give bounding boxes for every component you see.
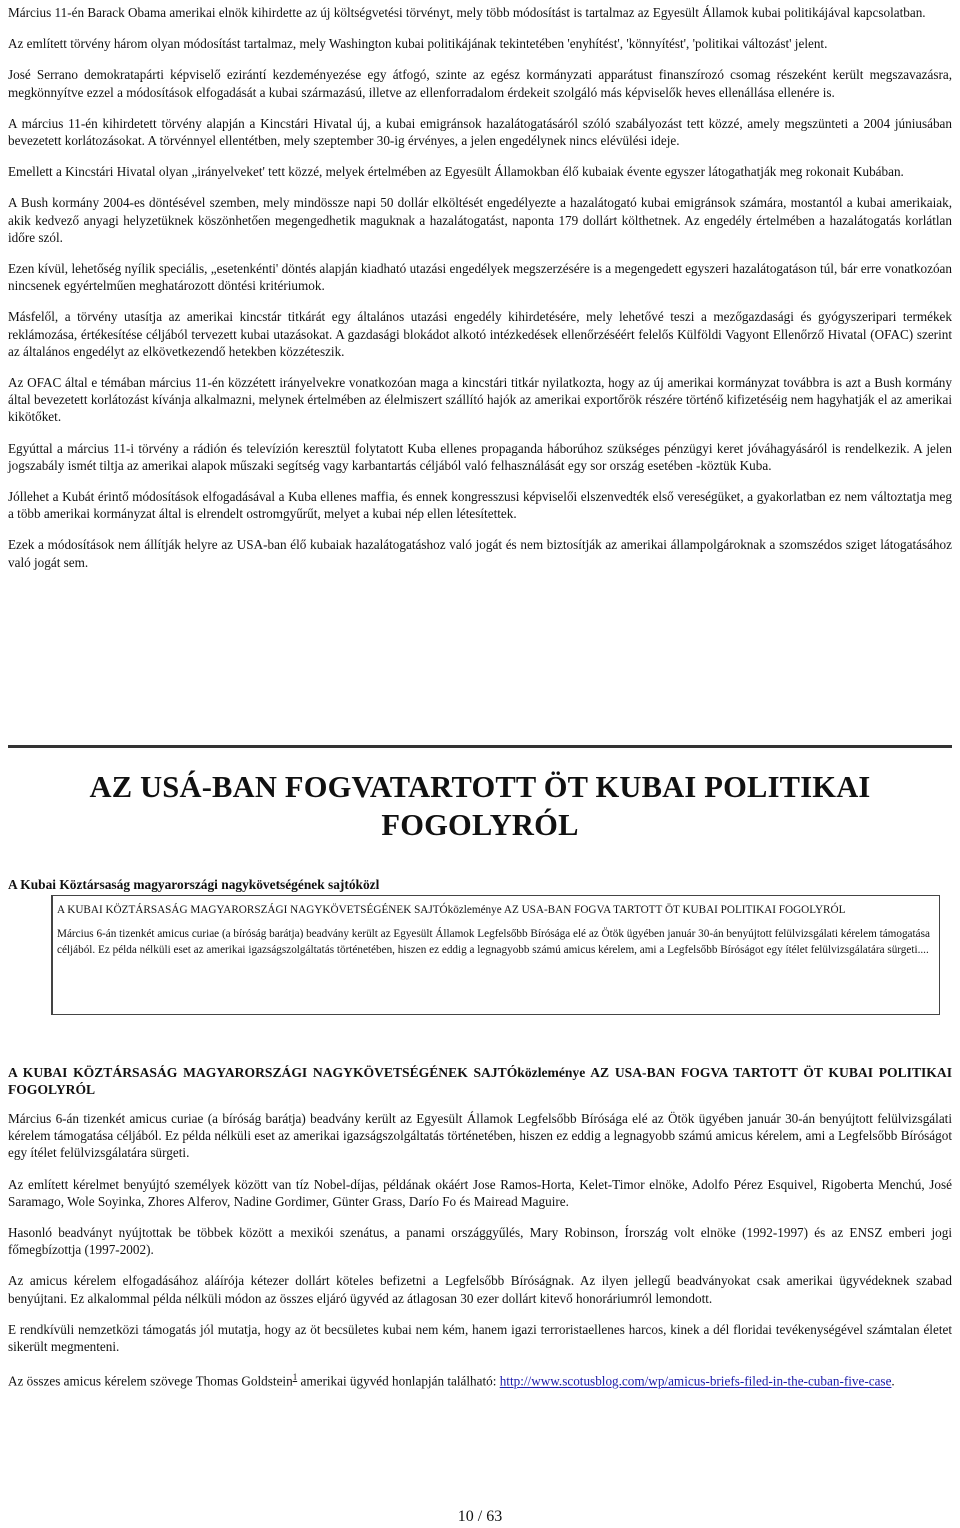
article-top <box>8 0 952 585</box>
press-paragraph-1: Március 6-án tizenkét amicus curiae (a bíróság barátja) beadvány került az Egyesült Államok Legfelsőbb Bírósága elé az Ötök ügyében január 30-án benyújtott felülvizsgálati kérelem támogatása céljából. Ez példa nélküli eset az amerikai igazságszolgáltatás történetében, hiszen ez eddig a legnagyobb számú amicus kérelem, ami a Legfelsőbb Bíróságot egy ítélet felülvizsgálatára sürgeti. <box>8 1111 952 1161</box>
paragraph-4: A március 11-én kihirdetett törvény alapján a Kincstári Hivatal új, a kubai emigránsok hazalátogatásáról szóló szabályozást tett közzé, amely megszünteti a 2004 júniusában bevezetett korlátozásokat. A törvénnyel ellentétben, mely szeptember 30-ig érvényes, a jelen engedélynek nincs elévülési ideje. <box>8 115 952 149</box>
paragraph-3: José Serrano demokratapárti képviselő ezirántí kezdeményezése egy átfogó, szinte az egész kormányzati apparátust finanszírozó csomag részeként került megszavazásra, megkönnyítve ezzel a módosítások elfogadását a kubai származású, illetve az ellenforradalom érdekeit szolgáló más képviselők heves ellenállása ellenére is. <box>8 67 952 100</box>
summary-box-text: Március 6-án tizenkét amicus curiae (a bíróság barátja) beadvány került az Egyesült Államok Legfelsőbb Bírósága elé az Ötök ügyében január 30-án benyújtott felülvizsgálati kérelem támogatása céljából. Ez példa nélküli eset az amerikai igazságszolgáltatás történetében, hiszen ez eddig a legnagyobb számú amicus kérelem, ami a Legfelsőbb Bíróságot egy ítélet felülvizsgálatára sürgeti.... <box>57 928 930 956</box>
paragraph-7: Ezen kívül, lehetőség nyílik speciális, „esetenkénti' döntés alapján kiadható utazási engedélyek megszerzésére is a megengedett egyszeri hazalátogatáson túl, bár erre vonatkozóan nincsenek egyértelműen meghatározott döntési kritériumok. <box>8 261 952 294</box>
last-text-middle: amerikai ügyvéd honlapján található: <box>297 1373 500 1389</box>
paragraph-1: Március 11-én Barack Obama amerikai elnök kihirdette az új költségvetési törvényt, mely több módosítást is tartalmaz az Egyesült Államok kubai politikájával kapcsolatban. <box>8 5 926 20</box>
press-paragraph-5: E rendkívüli nemzetközi támogatás jól mutatja, hogy az öt becsületes kubai nem kém, hanem igazi terroristaellenes harcos, kinek a dél floridai tevékenységével számtalan életet sikerült megmenteni. <box>8 1321 952 1355</box>
summary-box <box>51 895 940 1015</box>
paragraph-10: Egyúttal a március 11-i törvény a rádión és televízión keresztül folytatott Kuba ellenes propaganda háborúhoz szükséges pénzügyi keret jóváhagyásáról is rendelkezik. A jelen jogszabály ismét tiltja az amerikai alapok műszaki segítség vagy karbantartás céljából való felhasználását egy sor ország esetében -köztük Kuba. <box>8 440 952 473</box>
paragraph-2-text: Az említett törvény három olyan módosítást tartalmaz, mely Washington kubai politikájának tekintetében 'enyhítést', 'könnyítést', 'politikai változást' jelent. <box>8 36 828 52</box>
press-paragraph-4: Az amicus kérelem elfogadásához aláírója kétezer dollárt köteles befizetni a Legfelsőbb Bíróságnak. Az ilyen jellegű beadványokat csak amerikai ügyvédeknek szabad benyújtani. Ez alkalommal példa nélküli módon az összes eljáró ügyvéd az átlagosan 30 ezer dollárt kitevő honoráriumról lemondott. <box>8 1273 952 1306</box>
paragraph-11: Jóllehet a Kubát érintő módosítások elfogadásával a Kuba ellenes maffia, és ennek kongresszusi képviselői elszenvedték első vereségüket, a gyakorlatban ez nem változtatja meg a több amerikai kormányzat által is elrendelt ostromgyűrűt, melyet a kubai nép ellen létesítettek. <box>8 489 952 522</box>
page-number: 10 / 63 <box>457 1508 503 1525</box>
summary-box-title: A KUBAI KÖZTÁRSASÁG MAGYARORSZÁGI NAGYKÖVETSÉGÉNEK SAJTÓközleménye AZ USA-BAN FOGVA TARTOTT ÖT KUBAI POLITIKAI FOGOLYRÓL <box>57 904 846 916</box>
paragraph-8: Másfelől, a törvény utasítja az amerikai kincstár titkárát egy általános utazási engedély kihirdetésére, mely lehetővé teszi a mezőgazdasági és gyógyszeripari termékek reklámozása, értékesítése céljából tervezett kubai utazásokat. A gazdasági blokádot alkotó intézkedések ellenőrzéséért felelős Külföldi Vagyont Ellenőrző Hivatal (OFAC) szerint az általános engedélyt az elkövetkezendő hetekben közzéteszik. <box>8 309 952 359</box>
headline-line-2: FOGOLYRÓL <box>381 808 579 842</box>
section-divider <box>8 745 952 748</box>
press-release-heading: A KUBAI KÖZTÁRSASÁG MAGYARORSZÁGI NAGYKÖVETSÉGÉNEK SAJTÓközleménye AZ USA-BAN FOGVA TARTOTT ÖT KUBAI POLITIKAI FOGOLYRÓL <box>8 1065 952 1097</box>
last-text-before: Az összes amicus kérelem szövege Thomas Goldstein <box>8 1373 293 1389</box>
amicus-briefs-link[interactable]: http://www.scotusblog.com/wp/amicus-briefs-filed-in-the-cuban-five-case <box>499 1373 892 1389</box>
paragraph-2 <box>8 35 952 52</box>
paragraph-6: A Bush kormány 2004-es döntésével szemben, mely mindössze napi 50 dollár elköltését engedélyezte a hazalátogató kubai emigránsok számára, mostantól a kubai amerikaiak, akik kedvező anyagi helyzetüknek köszönhetően megengedhetik maguknak a hazalátogatást, naponta 179 dollárt költhetnek. Az engedély értelmében a hazalátogatás korlátlan időre szól. <box>8 195 952 245</box>
press-paragraph-3: Hasonló beadványt nyújtottak be többek között a mexikói szenátus, a panami országgyűlés, Mary Robinson, Írország volt elnöke (1992-1997) és az ENSZ emberi jogi főmegbízottja (1997-2002). <box>8 1225 952 1258</box>
paragraph-5: Emellett a Kincstári Hivatal olyan „irányelveket' tett közzé, melyek értelmében az Egyesült Államokban élő kubaiak évente egyszer látogathatják meg rokonait Kubában. <box>8 164 904 180</box>
paragraph-12: Ezek a módosítások nem állítják helyre az USA-ban élő kubaiak hazalátogatáshoz való jogát és nem biztosítják az amerikai állampolgároknak a szomszédos sziget látogatásához való jogát sem. <box>8 537 952 570</box>
paragraph-9: Az OFAC által e témában március 11-én közzétett irányelvekre vonatkozóan maga a kincstári titkár nyilatkozta, hogy az új amerikai kormányzat továbbra is azt a Bush kormány által bevezetett korlátozást kívánja alkalmazni, melynek értelmében az élelmiszert szállító hajók az amerikai exportőrök részére történő kifizetéséig nem hagyhatják el az amerikai kikötőket. <box>8 375 952 425</box>
footnote-marker[interactable]: 1 <box>292 1372 298 1383</box>
headline-line-1: AZ USÁ-BAN FOGVATARTOTT ÖT KUBAI POLITIKAI <box>89 770 871 804</box>
last-text-after: . <box>891 1373 895 1389</box>
press-paragraph-2: Az említett kérelmet benyújtó személyek között van tíz Nobel-díjas, példának okáért Jose Ramos-Horta, Kelet-Timor elnöke, Adolfo Pérez Esquivel, Rigoberta Menchú, José Saramago, Wole Soyinka, Zhores Alferov, Nadine Gordimer, Günter Grass, Darío Fo és Mairead Maguire. <box>8 1176 952 1209</box>
press-release <box>8 1064 952 1404</box>
section-headline <box>8 768 952 844</box>
press-paragraph-last <box>8 1369 952 1390</box>
press-subtitle: A Kubai Köztársaság magyarországi nagykövetségének sajtóközl <box>8 877 380 892</box>
